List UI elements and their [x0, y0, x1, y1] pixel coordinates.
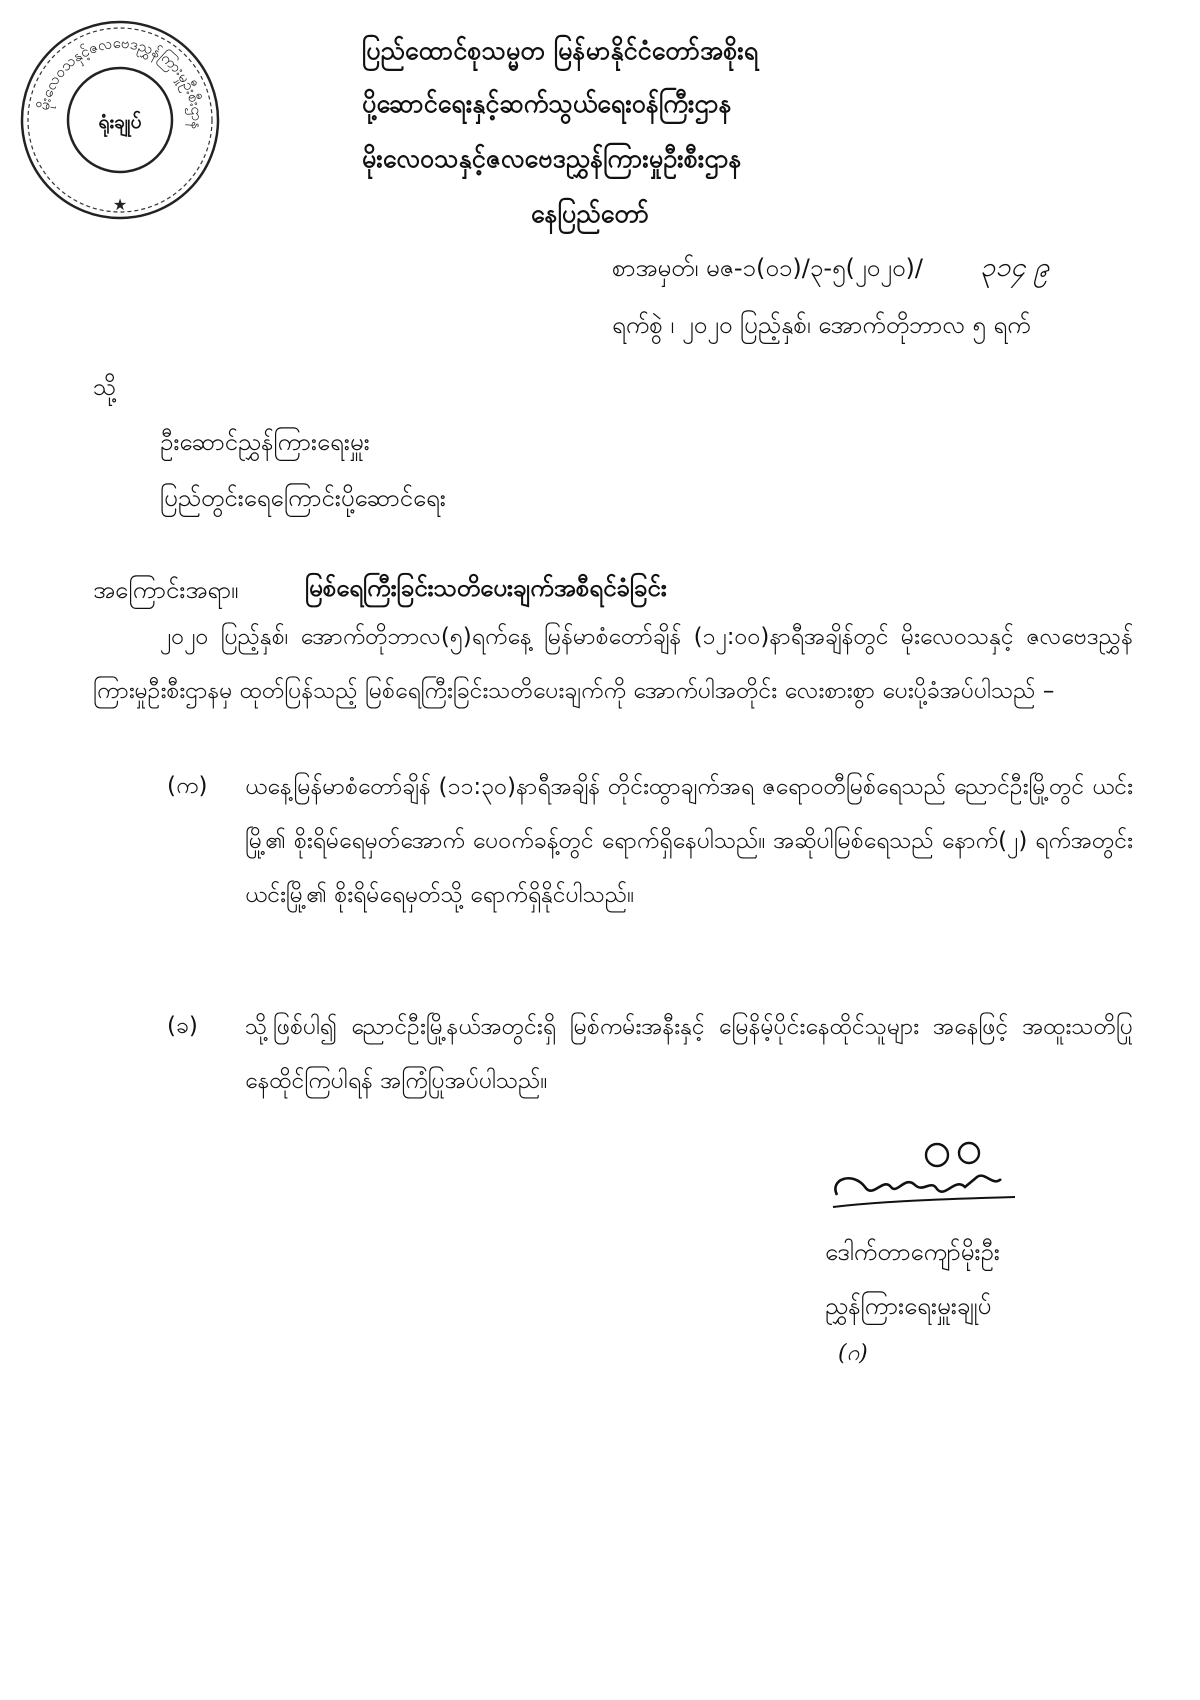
header-line-ministry: ပို့ဆောင်ရေးနှင့်ဆက်သွယ်ရေးဝန်ကြီးဌာန: [362, 89, 732, 118]
signature-graphic: [825, 1135, 1025, 1215]
seal-star-icon: ★: [112, 195, 128, 214]
signatory-name: ဒေါက်တာကျော်မိုးဦး: [825, 1238, 1000, 1266]
header-line-city: နေပြည်တော်: [531, 199, 650, 228]
letter-date: ရက်စွဲ ၊ ၂၀၂၀ ပြည့်နှစ်၊ အောက်တိုဘာလ ၅ ရက်: [612, 311, 1031, 339]
seal-graphic: [18, 18, 222, 222]
recipient-title: ဦးဆောင်ညွှန်ကြားရေးမှူး: [160, 428, 370, 456]
official-seal: [18, 18, 222, 222]
reference-handwritten-number: ၃၁၄ ၉: [980, 252, 1050, 283]
header-line-department: မိုးလေဝသနှင့်ဇလဗေဒညွှန်ကြားမှုဦးစီးဌာန: [362, 144, 742, 173]
recipient-to: သို့: [93, 373, 117, 401]
item-a-text: ယနေ့မြန်မာစံတော်ချိန် (၁၁:၃၀)နာရီအချိန် တိုင်းထွာချက်အရ ဇရောဝတီမြစ်ရေသည် ညောင်ဦးမြို့တွင် ယင်းမြို့၏ စိုးရိမ်ရေမှတ်အောက် ပေဝက်ခန့်တွင် ရောက်ရှိနေပါသည်။ အဆိုပါမြစ်ရေသည် နောက်(၂) ရက်အတွင်း ယင်းမြို့၏ စိုးရိမ်ရေမှတ်သို့ ရောက်ရှိနိုင်ပါသည်။: [245, 774, 1133, 908]
signatory-title: ညွှန်ကြားရေးမှူးချုပ်: [825, 1292, 992, 1320]
item-a-marker: (က): [167, 773, 208, 799]
recipient-organization: ပြည်တွင်းရေကြောင်းပို့ဆောင်ရေး: [160, 484, 446, 512]
seal-center-text: ရုံးချုပ်: [98, 111, 142, 133]
signatory-title-suffix: (ဂ): [838, 1341, 868, 1366]
item-b-marker: (ခ): [167, 1013, 198, 1039]
seal-ring-textpath: မိုးလေဝသနှင့်ဇလဗေဒညွှန်ကြားမှုဦးစီးဌာန: [34, 33, 207, 130]
handwritten-signature: [825, 1135, 1025, 1215]
subject-text: မြစ်ရေကြီးခြင်းသတိပေးချက်အစီရင်ခံခြင်း: [305, 574, 667, 602]
item-b-text: သို့ဖြစ်ပါ၍ ညောင်ဦးမြို့နယ်အတွင်းရှိ မြစ်ကမ်းအနီးနှင့် မြေနိမ့်ပိုင်းနေထိုင်သူများ အနေဖြင့် အထူးသတိပြုနေထိုင်ကြပါရန် အကြံပြုအပ်ပါသည်။: [245, 1014, 1133, 1094]
reference-number: စာအမှတ်၊ မဇ-၁(၀၁)/၃-၅(၂၀၂၀)/: [612, 254, 923, 282]
body-intro-paragraph: ၂၀၂၀ ပြည့်နှစ်၊ အောက်တိုဘာလ(၅)ရက်နေ့ မြန်မာစံတော်ချိန် (၁၂:၀၀)နာရီအချိန်တွင် မိုးလေဝသနှင့် ဇလဗေဒညွှန်ကြားမှုဦးစီးဌာနမှ ထုတ်ပြန်သည့် မြစ်ရေကြီးခြင်းသတိပေးချက်ကို အောက်ပါအတိုင်း လေးစားစွာ ပေးပို့ခံအပ်ပါသည် –: [93, 624, 1133, 704]
subject-label: အကြောင်းအရာ။: [93, 576, 239, 604]
header-line-government: ပြည်ထောင်စုသမ္မတ မြန်မာနိုင်ငံတော်အစိုးရ: [362, 36, 759, 65]
